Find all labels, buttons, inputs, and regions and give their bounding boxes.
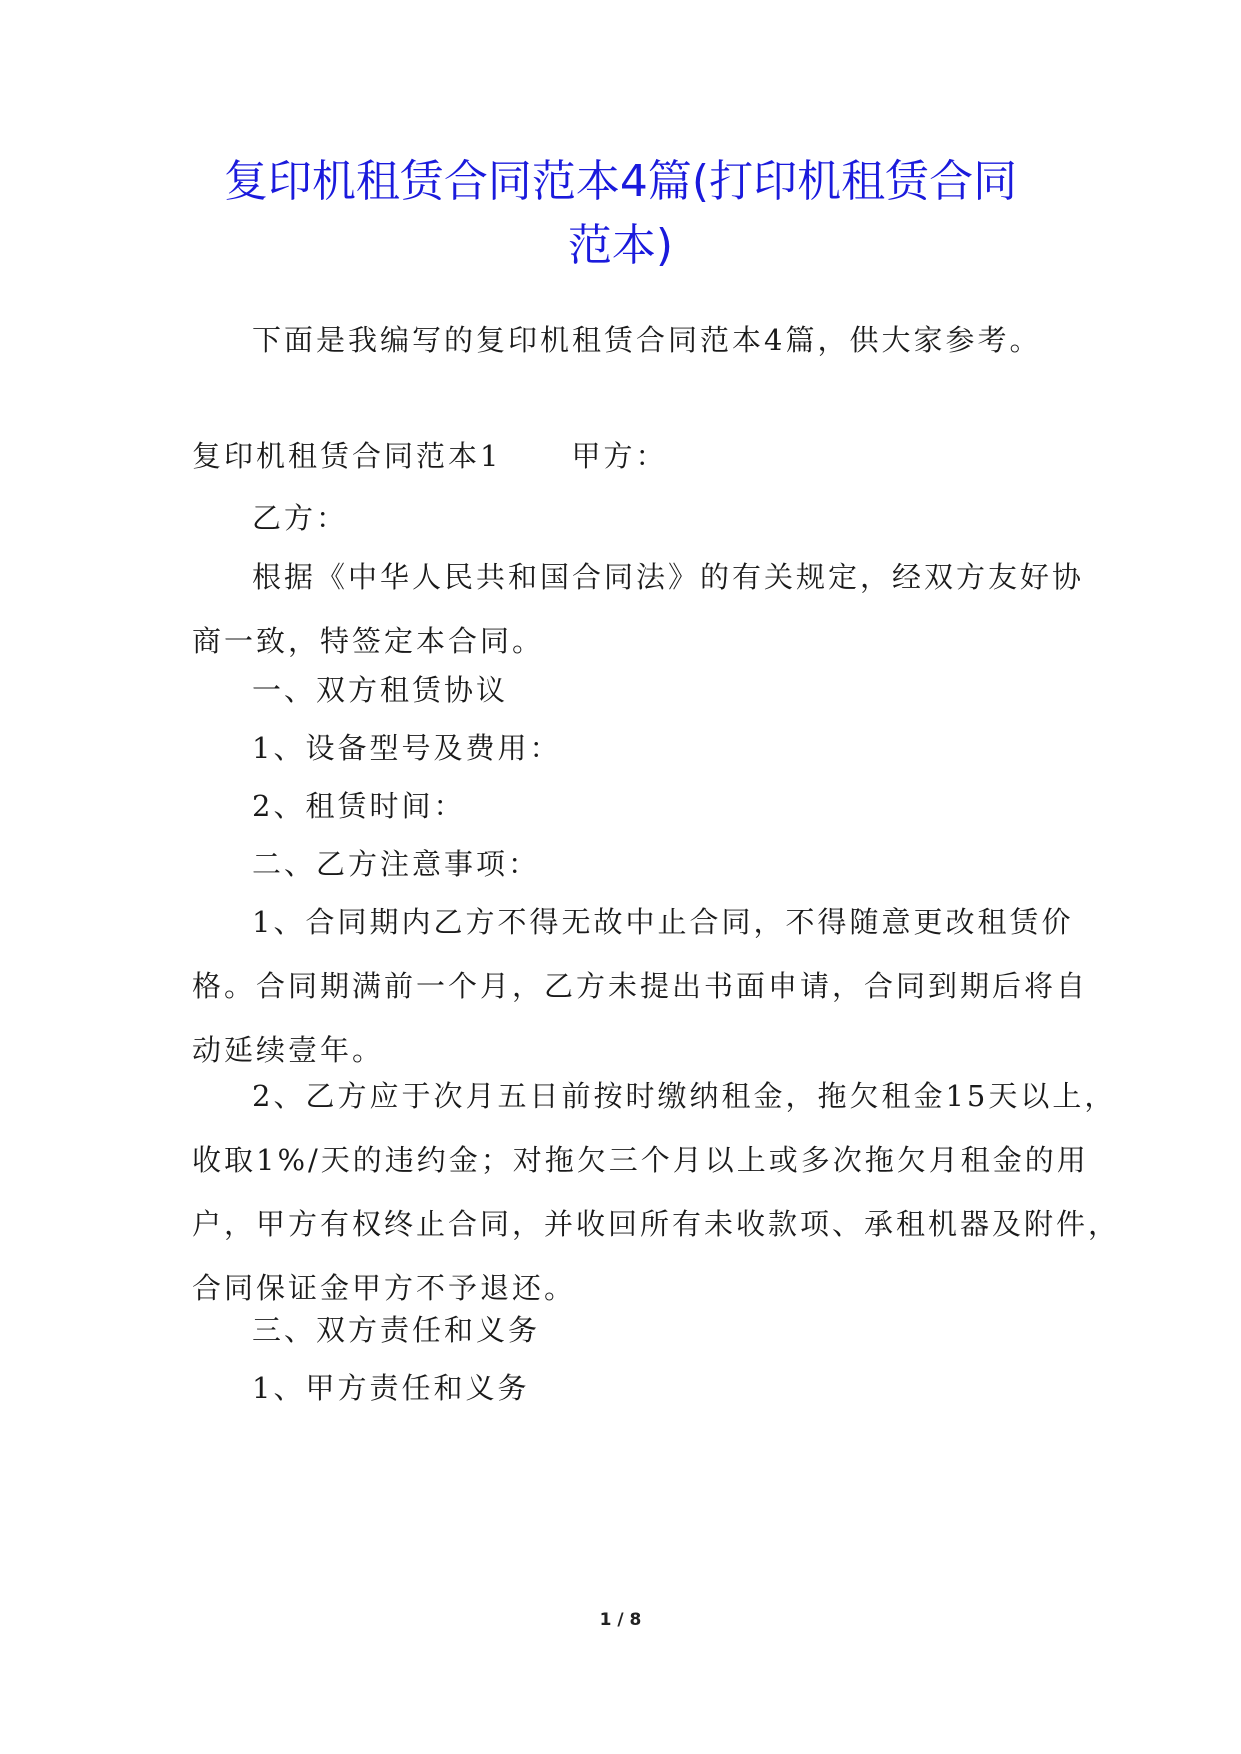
heading-section-1: 一、双方租赁协议: [252, 673, 509, 707]
clause-2-2-paragraph: [192, 1076, 1121, 1332]
title-line-1: 复印机租赁合同范本4篇(打印机租赁合同: [223, 156, 1018, 207]
clause-2-1-line-3: 动延续壹年。: [192, 1033, 385, 1067]
item-party-a-duties: 1、甲方责任和义务: [252, 1371, 530, 1405]
clause-2-2-line-3: 户，甲方有权终止合同，并收回所有未收款项、承租机器及附件，: [192, 1207, 1121, 1241]
basis-line-2: 商一致，特签定本合同。: [192, 624, 545, 658]
basis-line-1: 根据《中华人民共和国合同法》的有关规定，经双方友好协: [252, 560, 1085, 594]
page-number: 1 / 8: [599, 1610, 642, 1630]
clause-2-2-line-4: 合同保证金甲方不予退还。: [192, 1271, 577, 1305]
section-heading: 复印机租赁合同范本1: [192, 439, 502, 473]
heading-section-3: 三、双方责任和义务: [252, 1313, 541, 1347]
clause-2-1-line-1: 1、合同期内乙方不得无故中止合同，不得随意更改租赁价: [252, 905, 1074, 939]
party-a-label: 甲方：: [571, 439, 668, 473]
party-b-label: 乙方：: [252, 501, 349, 535]
document-title: [150, 150, 1091, 278]
intro-paragraph: 下面是我编写的复印机租赁合同范本4篇，供大家参考。: [252, 323, 1042, 357]
heading-section-2: 二、乙方注意事项：: [252, 847, 541, 881]
clause-2-2-line-2: 收取1%/天的违约金；对拖欠三个月以上或多次拖欠月租金的用: [192, 1143, 1089, 1177]
item-equipment-fee: 1、设备型号及费用：: [252, 731, 562, 765]
title-line-2: 范本): [567, 220, 674, 271]
item-lease-period: 2、租赁时间：: [252, 789, 466, 823]
clause-2-2-line-1: 2、乙方应于次月五日前按时缴纳租金，拖欠租金15天以上，: [252, 1079, 1117, 1113]
basis-paragraph: [192, 557, 1085, 685]
clause-2-1-line-2: 格。合同期满前一个月，乙方未提出书面申请，合同到期后将自: [192, 969, 1089, 1003]
clause-2-1-paragraph: [192, 902, 1089, 1094]
section-heading-line: [192, 436, 1052, 476]
